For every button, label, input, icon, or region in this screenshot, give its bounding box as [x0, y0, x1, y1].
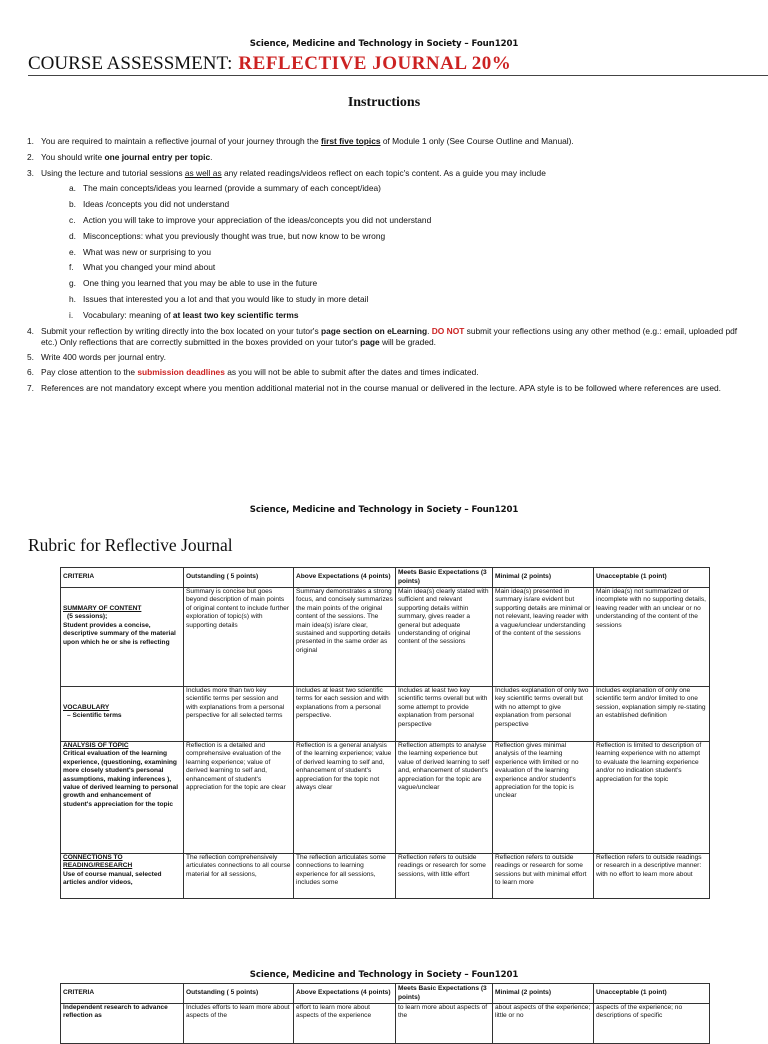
table-row	[61, 687, 710, 742]
list-item	[27, 381, 752, 396]
text-run-emphasis: page	[360, 336, 380, 347]
title-highlight: REFLECTIVE JOURNAL 20%	[238, 53, 512, 74]
text-run: of Module 1 only (See Course Outline and Manual).	[380, 136, 574, 146]
text-run: Submit your reflection by writing directly into the box located on your tutor's	[41, 325, 321, 336]
criteria-name: ANALYSIS OF TOPIC	[63, 742, 129, 749]
header-cell: Minimal (2 points)	[493, 984, 594, 1004]
text-run: You are required to maintain a reflective journal of your journey through the	[41, 136, 321, 146]
header-cell: CRITERIA	[61, 568, 184, 588]
text-run: as you will not be able to submit after the dates and times indicated.	[224, 367, 479, 378]
rubric-title: Rubric for Reflective Journal	[28, 535, 233, 555]
table-cell: Main idea(s) presented in summary is/are evident but supporting details are minimal or not relevant, leaving reader with a vague/unclear understanding of the content of the sessions	[493, 588, 594, 687]
table-row	[61, 854, 710, 899]
sub-text: The main concepts/ideas you learned (provide a summary of each concept/idea)	[83, 183, 381, 194]
table-cell: Reflection refers to outside readings or research for some sessions but with minimal effort to learn more	[493, 854, 594, 899]
rubric-table	[60, 567, 710, 899]
sub-list-item	[27, 260, 752, 276]
sub-list-item	[27, 229, 752, 245]
list-item	[27, 166, 752, 182]
sub-number: b.	[69, 199, 76, 210]
criteria-cell	[61, 854, 184, 899]
sub-list-item	[27, 292, 752, 308]
criteria-description: Student provides a concise, descriptive summary of the material upon which he or she is reflecting	[63, 621, 176, 646]
list-item	[27, 324, 752, 350]
text-run-emphasis: at least two key scientific terms	[172, 309, 299, 320]
table-row	[61, 588, 710, 687]
text-run: will be graded.	[379, 336, 436, 347]
criteria-name: CONNECTIONS TO READING/RESEARCH	[63, 854, 133, 870]
instructions-heading: Instructions	[347, 95, 421, 110]
criteria-description: Use of course manual, selected articles and/or videos,	[63, 870, 162, 887]
sub-text: Issues that interested you a lot and that you would like to study in more detail	[83, 293, 369, 304]
instructions-list	[27, 134, 752, 396]
list-item	[27, 350, 752, 366]
list-item	[27, 150, 752, 166]
spacer	[63, 588, 181, 605]
list-item	[27, 365, 752, 381]
course-header: Science, Medicine and Technology in Society – Foun1201	[249, 39, 519, 49]
sub-text: What you changed your mind about	[83, 262, 216, 273]
sub-list-item	[27, 181, 752, 197]
text-run: .	[427, 325, 432, 336]
sub-list-item	[27, 308, 752, 324]
table-cell: Summary is concise but goes beyond description of main points of original content to include further exploration of topic(s) with supporting details	[184, 588, 294, 687]
sub-number: a.	[69, 183, 76, 194]
list-text	[41, 365, 752, 381]
table-cell: Includes at least two key scientific terms overall but with some attempt to provide explanation from personal perspective	[396, 687, 493, 742]
text-run-emphasis: first five topics	[320, 136, 381, 146]
text-run: Using the lecture and tutorial sessions	[41, 167, 185, 178]
table-cell: Main idea(s) clearly stated with sufficient and relevant supporting details within summary, gives reader a general but adequate understanding of original content of the sessions	[396, 588, 493, 687]
table-cell: Reflection is limited to description of learning experience with no attempt to evaluate the learning experience and/or no indication student's appreciation for the topic	[594, 742, 710, 854]
criteria-name: VOCABULARY	[63, 704, 110, 711]
table-cell: effort to learn more about aspects of the experience	[294, 1004, 396, 1044]
list-number: 6.	[27, 367, 34, 378]
list-number: 3.	[27, 167, 34, 178]
header-cell: Meets Basic Expectations (3 points)	[396, 984, 493, 1004]
sub-text: Ideas /concepts you did not understand	[83, 199, 230, 210]
text-run: submit your reflections using any other method (e.g.: email, uploaded pdf etc.) Only reflections that are correctly submitted in the boxes provided on your tutor's	[41, 325, 738, 347]
criteria-description: Critical evaluation of the learning experience, (questioning, examining more closely student's personal assumptions, making inferences ), value of derived learning to personal growth and enhancement of student's appreciation for the topic	[63, 750, 179, 808]
table-cell: The reflection articulates some connections to learning experience for all sessions, includes some	[294, 854, 396, 899]
table-cell: to learn more about aspects of the	[396, 1004, 493, 1044]
text-run-warning: DO NOT	[431, 325, 465, 336]
sub-list-item	[27, 213, 752, 229]
header-cell: Unacceptable (1 point)	[594, 568, 710, 588]
header-cell: Unacceptable (1 point)	[594, 984, 710, 1004]
table-cell: Reflection is a general analysis of the learning experience; value of derived learning to self and, enhancement of student's appreciation for the topic not always clear	[294, 742, 396, 854]
sub-list-item	[27, 197, 752, 213]
text-run: .	[210, 151, 213, 162]
table-header-row	[61, 984, 710, 1004]
text-run-warning: submission deadlines	[137, 367, 225, 378]
sub-text: Action you will take to improve your appreciation of the ideas/concepts you did not understand	[83, 214, 432, 225]
list-number: 2.	[27, 151, 34, 162]
list-text	[41, 326, 752, 348]
list-number: 1.	[27, 136, 34, 146]
course-header: Science, Medicine and Technology in Society – Foun1201	[249, 505, 519, 515]
header-cell: Outstanding ( 5 points)	[184, 984, 294, 1004]
table-row	[61, 742, 710, 854]
sub-text	[83, 308, 752, 324]
text-run-emphasis: one journal entry per topic	[104, 151, 211, 162]
table-cell: Reflection attempts to analyse the learning experience but value of derived learning to self and, enhancement of student's appreciation for the topic are vague/unclear	[396, 742, 493, 854]
sub-number: h.	[69, 293, 76, 304]
list-text	[41, 166, 752, 182]
text-run-emphasis: as well as	[184, 167, 222, 178]
criteria-detail: (5 sessions);	[67, 613, 108, 621]
sub-number: e.	[69, 246, 76, 257]
header-cell: Above Expectations (4 points)	[294, 984, 396, 1004]
sub-list-item	[27, 245, 752, 261]
table-cell: aspects of the experience; no descriptions of specific	[594, 1004, 710, 1044]
table-cell: Reflection is a detailed and comprehensive evaluation of the learning experience; value of derived learning to self and, enhancement of student's appreciation for the topic are clear	[184, 742, 294, 854]
sub-number: d.	[69, 230, 76, 241]
spacer	[63, 687, 181, 704]
rubric-table-continued	[60, 983, 710, 1044]
table-cell: Main idea(s) not summarized or incomplete with no supporting details, leaving reader with an unclear or no understanding of the content of the sessions	[594, 588, 710, 687]
page-title	[28, 53, 768, 76]
criteria-cell	[61, 588, 184, 687]
header-cell: CRITERIA	[61, 984, 184, 1004]
sub-number: f.	[69, 262, 74, 273]
header-cell: Outstanding ( 5 points)	[184, 568, 294, 588]
list-text	[41, 134, 752, 150]
text-run: Vocabulary: meaning of	[83, 309, 173, 320]
table-cell: Includes efforts to learn more about aspects of the	[184, 1004, 294, 1044]
table-cell: Includes more than two key scientific terms per session and with explanations from a personal perspective for all selected terms	[184, 687, 294, 742]
sub-text: One thing you learned that you may be able to use in the future	[83, 278, 318, 289]
criteria-cell	[61, 687, 184, 742]
sub-text: Misconceptions: what you previously thought was true, but now know to be wrong	[83, 230, 386, 241]
list-text: References are not mandatory except where you mention additional material not in the course manual or delivered in the lecture. APA style is to be followed where references are used.	[41, 383, 721, 394]
table-header-row	[61, 568, 710, 588]
table-cell: Includes explanation of only one scientific term and/or limited to one session, explanation simply re-stating an established definition	[594, 687, 710, 742]
header-cell: Meets Basic Expectations (3 points)	[396, 568, 493, 588]
text-run: any related readings/videos reflect on each topic's content. As a guide you may include	[221, 167, 546, 178]
table-cell: Reflection refers to outside readings or research in a descriptive manner: with no effort to learn more about	[594, 854, 710, 899]
list-number: 7.	[27, 383, 34, 394]
list-number: 4.	[27, 325, 34, 336]
table-cell: Includes explanation of only two key scientific terms overall but with no attempt to give explanation from personal perspective	[493, 687, 594, 742]
header-cell: Minimal (2 points)	[493, 568, 594, 588]
list-text	[41, 150, 752, 166]
table-cell: Reflection refers to outside readings or research for some sessions, with little effort	[396, 854, 493, 899]
criteria-detail: – Scientific terms	[67, 712, 122, 720]
course-header: Science, Medicine and Technology in Society – Foun1201	[249, 970, 519, 980]
text-run-emphasis: page section on eLearning	[320, 325, 428, 336]
criteria-name: SUMMARY OF CONTENT	[63, 605, 142, 612]
table-cell: Includes at least two scientific terms for each session and with explanations from a personal perspective.	[294, 687, 396, 742]
text-run: You should write	[41, 151, 105, 162]
criteria-cell	[61, 742, 184, 854]
list-number: 5.	[27, 351, 34, 362]
sub-number: g.	[69, 278, 76, 289]
sub-list-item	[27, 276, 752, 292]
header-cell: Above Expectations (4 points)	[294, 568, 396, 588]
table-cell: The reflection comprehensively articulates connections to all course material for all sessions,	[184, 854, 294, 899]
table-cell: Reflection gives minimal analysis of the learning experience with limited or no evaluation of the learning experience and/or student's appreciation for the topic is unclear	[493, 742, 594, 854]
sub-text: What was new or surprising to you	[83, 246, 212, 257]
list-item	[27, 134, 752, 150]
sub-number: c.	[69, 214, 76, 225]
title-prefix: COURSE ASSESSMENT:	[28, 53, 233, 74]
list-text: Write 400 words per journal entry.	[41, 351, 166, 362]
sub-number: i.	[69, 309, 74, 320]
table-cell: about aspects of the experience; little or no	[493, 1004, 594, 1044]
criteria-cell: Independent research to advance reflection as	[61, 1004, 184, 1044]
text-run: Pay close attention to the	[41, 367, 138, 378]
table-cell: Summary demonstrates a strong focus, and concisely summarizes the main points of the original content of the sessions. The main idea(s) is/are clear, sustained and supporting details presented in the same order as original	[294, 588, 396, 687]
